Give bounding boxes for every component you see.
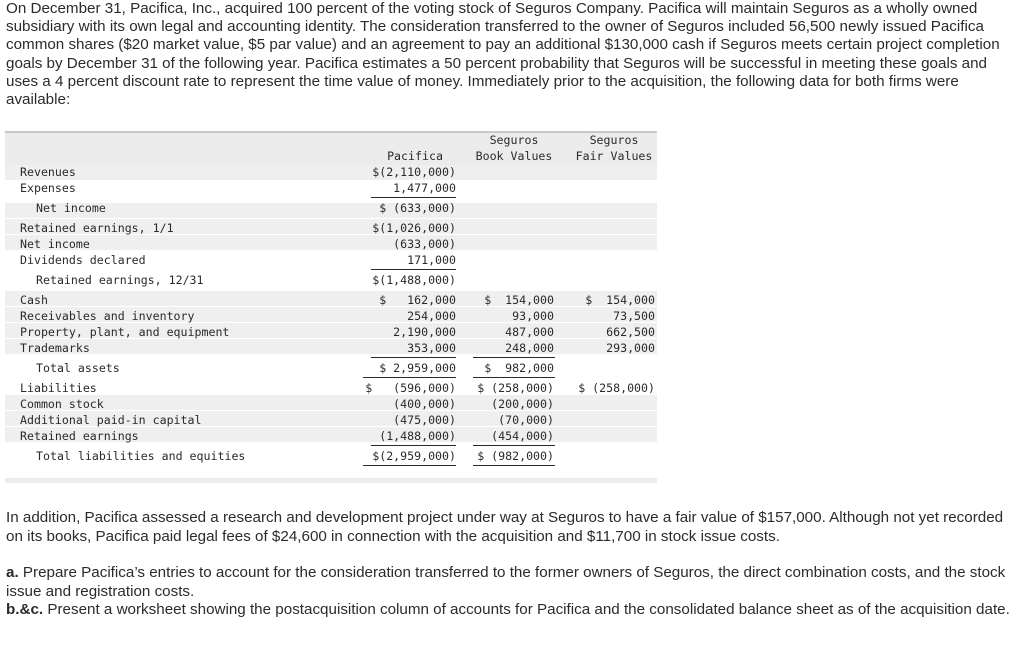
cell-fair: 293,000	[606, 341, 655, 355]
cell-book: 248,000	[505, 341, 554, 355]
row-label: Retained earnings, 12/31	[36, 273, 204, 287]
row-label: Additional paid-in capital	[20, 413, 202, 427]
row-stripe	[5, 165, 657, 180]
row-label: Total liabilities and equities	[36, 449, 246, 463]
cell-pacifica: $(2,959,000)	[372, 449, 456, 463]
header-fair-line2: Fair Values	[575, 149, 653, 163]
underline	[473, 465, 555, 466]
row-label: Cash	[20, 293, 48, 307]
row-label: Net income	[36, 201, 106, 215]
cell-pacifica: $(2,110,000)	[372, 165, 456, 179]
cell-pacifica: 171,000	[407, 253, 456, 267]
row-stripe	[5, 235, 657, 250]
row-label: Dividends declared	[20, 253, 146, 267]
cell-book: $ (982,000)	[477, 449, 554, 463]
cell-book: 93,000	[512, 309, 554, 323]
cell-pacifica: 1,477,000	[393, 181, 456, 195]
cell-book: (200,000)	[491, 397, 554, 411]
header-fair-line1: Seguros	[589, 133, 639, 147]
cell-pacifica: (1,488,000)	[379, 429, 456, 443]
part-a	[6, 564, 1016, 601]
underline	[371, 357, 456, 358]
part-bc-label: b.&c.	[6, 601, 44, 619]
row-label: Revenues	[20, 165, 76, 179]
cell-pacifica: (475,000)	[393, 413, 456, 427]
underline	[473, 357, 555, 358]
row-label: Property, plant, and equipment	[20, 325, 230, 339]
underline	[371, 197, 456, 198]
row-label: Retained earnings	[20, 429, 139, 443]
cell-pacifica: $(1,488,000)	[372, 273, 456, 287]
row-label: Total assets	[36, 361, 120, 375]
row-label: Trademarks	[20, 341, 90, 355]
row-stripe	[5, 291, 657, 306]
cell-book: (70,000)	[498, 413, 554, 427]
cell-book: 487,000	[505, 325, 554, 339]
cell-pacifica: $ (596,000)	[365, 381, 456, 395]
cell-pacifica: $ (633,000)	[379, 201, 456, 215]
cell-pacifica: 353,000	[407, 341, 456, 355]
header-pacifica: Pacifica	[387, 149, 443, 163]
problem-instructions	[6, 509, 1016, 620]
cell-pacifica: $ 2,959,000	[379, 361, 456, 375]
underline	[371, 445, 456, 446]
cell-fair: 73,500	[613, 309, 655, 323]
row-label: Net income	[20, 237, 90, 251]
table-header-band	[5, 133, 657, 165]
cell-fair: $ 154,000	[585, 293, 655, 307]
cell-pacifica: (400,000)	[393, 397, 456, 411]
financial-data-table	[5, 131, 657, 484]
header-book-line1: Seguros	[489, 133, 539, 147]
underline	[371, 269, 456, 270]
cell-pacifica: 254,000	[407, 309, 456, 323]
cell-pacifica: $ 162,000	[379, 293, 456, 307]
additional-info-paragraph: In addition, Pacifica assessed a research and development project under way at Seguros to have a fair value of $157,000. Although not yet recorded on its books, Pacifica paid legal fees of $24,600 in connection with the acquisition and $11,700 in stock issue costs.	[6, 509, 1004, 545]
row-label: Liabilities	[20, 381, 97, 395]
underline	[473, 377, 555, 378]
cell-pacifica: $(1,026,000)	[372, 221, 456, 235]
row-label: Expenses	[20, 181, 76, 195]
table-bottom-band	[5, 478, 657, 483]
cell-pacifica: 2,190,000	[393, 325, 456, 339]
underline	[473, 445, 555, 446]
row-label: Common stock	[20, 397, 104, 411]
part-bc	[6, 601, 1016, 620]
header-book-line2: Book Values	[475, 149, 553, 163]
cell-fair: 662,500	[606, 325, 655, 339]
part-a-text: Prepare Pacifica’s entries to account for the consideration transferred to the former owners of Seguros, the direct combination costs, and the stock issue and registration costs.	[6, 564, 1006, 600]
cell-book: $ 154,000	[484, 293, 554, 307]
cell-book: $ 982,000	[484, 361, 554, 375]
row-stripe	[5, 339, 657, 354]
part-bc-text: Present a worksheet showing the postacquisition column of accounts for Pacifica and the consolidated balance sheet as of the acquisition date.	[43, 601, 1010, 619]
underline	[363, 465, 456, 466]
cell-fair: $ (258,000)	[578, 381, 655, 395]
cell-book: (454,000)	[491, 429, 554, 443]
problem-intro: On December 31, Pacifica, Inc., acquired 100 percent of the voting stock of Seguros Company. Pacifica will maintain Seguros as a wholly owned subsidiary with its own legal and accounting identity. The consideration transferred to the owner of Seguros included 56,500 newly issued Pacifica common shares ($20 market value, $5 par value) and an agreement to pay an additional $130,000 cash if Seguros meets certain project completion goals by December 31 of the following year. Pacifica estimates a 50 percent probability that Seguros will be successful in meeting these goals and uses a 4 percent discount rate to represent the time value of money. Immediately prior to the acquisition, the following data for both firms were available:	[6, 0, 1000, 109]
underline	[363, 377, 456, 378]
cell-book: $ (258,000)	[477, 381, 554, 395]
row-label: Retained earnings, 1/1	[20, 221, 174, 235]
cell-pacifica: (633,000)	[393, 237, 456, 251]
part-a-label: a.	[6, 564, 19, 582]
row-label: Receivables and inventory	[20, 309, 195, 323]
